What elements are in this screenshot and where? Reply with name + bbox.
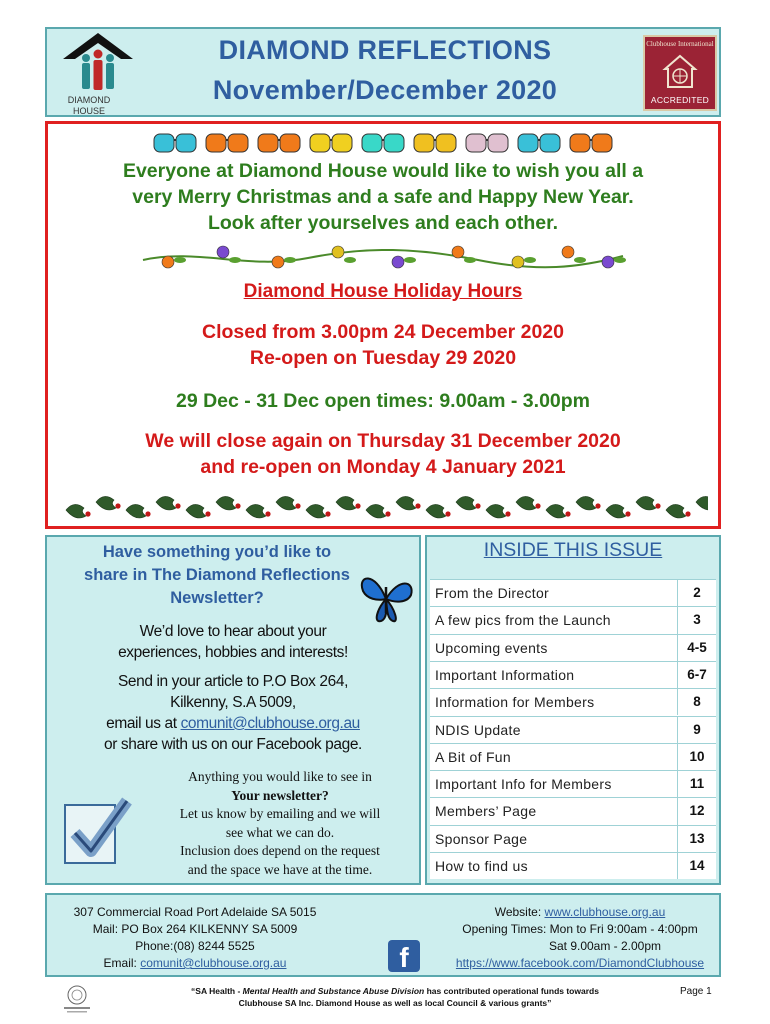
toc-row[interactable]	[430, 634, 716, 661]
holly-leaf	[396, 496, 416, 510]
toc-item-page: 4-5	[687, 639, 707, 655]
holly-berry	[85, 511, 90, 516]
toc-item-label: Important Information	[435, 666, 575, 683]
sponsor-text: has contributed operational funds towards	[424, 986, 599, 996]
holly-berry	[505, 511, 510, 516]
holly-berry	[145, 511, 150, 516]
sunglasses-lens	[488, 134, 508, 152]
vine-leaf	[524, 257, 536, 263]
reopen-january-notice: and re-open on Monday 4 January 2021	[200, 456, 566, 478]
holly-leaf	[336, 496, 356, 510]
toc-row[interactable]	[430, 770, 716, 797]
toc-row[interactable]	[430, 579, 716, 606]
footer-mail: Mail: PO Box 264 KILKENNY SA 5009	[92, 922, 298, 936]
vine-flower	[562, 246, 574, 258]
toc-item-page: 14	[689, 858, 705, 873]
holly-berry	[475, 503, 480, 508]
holly-leaf	[666, 504, 686, 518]
sunglasses-lens	[154, 134, 174, 152]
share-heading-line: Have something you’d like to	[102, 543, 332, 561]
toc-item-label: A few pics from the Launch	[435, 612, 611, 629]
toc-row[interactable]	[430, 606, 716, 633]
holly-leaf	[426, 504, 446, 518]
toc-item-page: 10	[689, 748, 705, 764]
note-line: and the space we have at the time.	[187, 861, 373, 877]
footer-facebook-url[interactable]: https://www.facebook.com/DiamondClubhouse	[455, 956, 705, 970]
holly-leaf	[456, 496, 476, 510]
footer-website-prefix: Website:	[494, 905, 545, 919]
footer-email-prefix: Email:	[103, 956, 141, 970]
sponsor-line	[160, 985, 630, 997]
vine-leaf	[404, 257, 416, 263]
sunglasses-lens	[280, 134, 300, 152]
sunglasses-lens	[176, 134, 196, 152]
toc-row[interactable]	[430, 852, 716, 879]
sponsor-division: Mental Health and Substance Abuse Division	[242, 986, 425, 996]
holly-leaf	[636, 496, 656, 510]
holiday-notice-box	[45, 121, 721, 529]
sunglasses-lens	[384, 134, 404, 152]
footer-email-line	[47, 955, 343, 972]
note-line: Let us know by emailing and we will	[179, 806, 381, 821]
share-contact	[47, 671, 419, 755]
toc-row[interactable]	[430, 688, 716, 715]
reopen-notice: Re-open on Tuesday 29 2020	[249, 347, 517, 369]
share-heading-line: Newsletter?	[170, 589, 264, 607]
share-heading-line: share in The Diamond Reflections	[84, 566, 350, 584]
badge-org-name: Clubhouse International	[646, 40, 714, 48]
table-of-contents	[430, 579, 716, 879]
footer-website-link[interactable]: www.clubhouse.org.au	[544, 905, 666, 919]
toc-item-page: 9	[693, 721, 701, 737]
toc-row[interactable]	[430, 743, 716, 770]
holly-leaf	[606, 504, 626, 518]
newsletter-request-note	[145, 768, 415, 879]
holly-berry	[355, 503, 360, 508]
vine-flower	[272, 256, 284, 268]
toc-item-page: 12	[689, 803, 705, 819]
sunglasses-lens	[592, 134, 612, 152]
newsletter-title: DIAMOND REFLECTIONS	[218, 35, 552, 65]
toc-item-label: Upcoming events	[435, 639, 548, 656]
page-number: Page 1	[680, 986, 712, 997]
holly-leaf	[66, 504, 86, 518]
holly-leaf	[126, 504, 146, 518]
inside-issue-heading: INSIDE THIS ISSUE	[483, 539, 663, 561]
vine-leaf	[229, 257, 241, 263]
vine-leaf	[344, 257, 356, 263]
checkmark-icon	[61, 795, 135, 869]
vine-flower	[217, 246, 229, 258]
vine-leaf	[614, 257, 626, 263]
toc-item-page: 8	[693, 694, 701, 710]
logo-text-line: HOUSE	[72, 106, 105, 116]
vine-flower	[512, 256, 524, 268]
toc-item-label: How to find us	[435, 858, 528, 874]
holly-leaf	[516, 496, 536, 510]
vine-leaf	[464, 257, 476, 263]
contact-footer	[45, 893, 721, 977]
holly-berry	[535, 503, 540, 508]
toc-item-page: 6-7	[687, 666, 707, 682]
sunglasses-lens	[258, 134, 278, 152]
share-invite	[47, 621, 419, 663]
sunglasses-lens	[570, 134, 590, 152]
share-contact-line: or share with us on our Facebook page.	[104, 736, 362, 753]
toc-item-label: Information for Members	[435, 694, 595, 711]
sunglasses-lens	[228, 134, 248, 152]
butterfly-icon	[355, 567, 417, 629]
holly-berry	[415, 503, 420, 508]
holly-leaf	[96, 496, 116, 510]
greeting-line: very Merry Christmas and a safe and Happy New Year.	[132, 186, 634, 208]
footer-website-line	[437, 904, 723, 921]
footer-facebook-link[interactable]	[437, 955, 723, 972]
sunglasses-lens	[362, 134, 382, 152]
holly-leaf	[186, 504, 206, 518]
sunglasses-lens	[310, 134, 330, 152]
house-globe-icon	[662, 53, 698, 91]
vine-flower	[452, 246, 464, 258]
vine-leaf	[574, 257, 586, 263]
holly-berry	[655, 503, 660, 508]
header-banner	[45, 27, 721, 117]
sunglasses-lens	[540, 134, 560, 152]
holly-berry	[115, 503, 120, 508]
toc-item-page: 3	[693, 612, 701, 628]
share-heading	[47, 541, 387, 610]
sunglasses-lens	[414, 134, 434, 152]
share-news-box	[45, 535, 421, 885]
footer-phone: Phone:(08) 8244 5525	[135, 939, 255, 953]
holly-berry	[445, 511, 450, 516]
toc-item-label: Members’ Page	[435, 803, 537, 820]
toc-item-label: Sponsor Page	[435, 830, 528, 847]
share-email-prefix: email us at	[106, 715, 181, 732]
newsletter-issue-date: November/December 2020	[212, 75, 558, 105]
footer-opening-times: Opening Times: Mon to Fri 9:00am - 4:00pm	[462, 922, 698, 936]
holly-berry	[205, 511, 210, 516]
toc-row[interactable]	[430, 825, 716, 852]
share-email-link[interactable]: comunit@clubhouse.org.au	[180, 715, 360, 732]
toc-item-page: 11	[689, 776, 705, 792]
vine-flower	[332, 246, 344, 258]
sunglasses-lens	[466, 134, 486, 152]
flower-vine-divider-icon	[138, 242, 628, 274]
holly-leaf	[576, 496, 596, 510]
holly-leaf	[306, 504, 326, 518]
note-line: see what we can do.	[225, 824, 335, 840]
government-seal-icon	[60, 983, 94, 1017]
closed-notice: Closed from 3.00pm 24 December 2020	[201, 321, 564, 343]
holly-berry	[565, 511, 570, 516]
holly-leaf	[246, 504, 266, 518]
holly-leaf	[156, 496, 176, 510]
holly-leaf	[276, 496, 296, 510]
accreditation-badge	[643, 35, 717, 111]
holiday-hours-heading: Diamond House Holiday Hours	[243, 281, 523, 302]
holly-berry	[625, 511, 630, 516]
greeting-line: Everyone at Diamond House would like to wish you all a	[122, 160, 644, 182]
holly-leaf	[546, 504, 566, 518]
sunglasses-lens	[518, 134, 538, 152]
toc-item-page: 13	[689, 830, 705, 846]
toc-row[interactable]	[430, 716, 716, 743]
holly-berry	[295, 503, 300, 508]
facebook-icon[interactable]: f	[388, 940, 420, 972]
note-line: Inclusion does depend on the request	[180, 843, 380, 858]
vine-flower	[602, 256, 614, 268]
sponsor-acknowledgement	[160, 985, 630, 1009]
note-line: Anything you would like to see in	[188, 769, 372, 784]
footer-address: 307 Commercial Road Port Adelaide SA 5015	[73, 905, 317, 919]
toc-item-label: NDIS Update	[435, 721, 521, 738]
sponsor-line: Clubhouse SA Inc. Diamond House as well as local Council & various grants”	[238, 998, 552, 1008]
toc-item-label: Important Info for Members	[435, 776, 612, 793]
holly-berry	[325, 511, 330, 516]
sponsor-text: “SA Health -	[191, 986, 243, 996]
share-email-line	[47, 713, 419, 734]
note-line: Your newsletter?	[231, 787, 329, 803]
share-contact-line: Kilkenny, S.A 5009,	[170, 694, 296, 711]
inside-this-issue-box	[425, 535, 721, 885]
sunglasses-lens	[206, 134, 226, 152]
holly-berry	[685, 511, 690, 516]
holly-leaf	[366, 504, 386, 518]
holly-garland-icon	[58, 490, 708, 524]
toc-item-page: 2	[693, 585, 701, 600]
open-times-notice: 29 Dec - 31 Dec open times: 9.00am - 3.00pm	[175, 390, 591, 412]
holly-berry	[175, 503, 180, 508]
toc-row[interactable]	[430, 661, 716, 688]
toc-row[interactable]	[430, 797, 716, 824]
holly-berry	[385, 511, 390, 516]
holly-berry	[235, 503, 240, 508]
holly-leaf	[486, 504, 506, 518]
toc-item-label: A Bit of Fun	[435, 748, 511, 765]
holly-leaf	[696, 496, 708, 510]
share-invite-line: We’d love to hear about your	[139, 623, 327, 640]
badge-accredited-label: ACCREDITED	[650, 95, 710, 105]
vine-flower	[392, 256, 404, 268]
toc-item-label: From the Director	[435, 585, 550, 601]
share-contact-line: Send in your article to P.O Box 264,	[117, 673, 348, 690]
vine-leaf	[174, 257, 186, 263]
vine-leaf	[284, 257, 296, 263]
holly-berry	[265, 511, 270, 516]
sunglasses-lens	[436, 134, 456, 152]
footer-saturday-times: Sat 9.00am - 2.00pm	[548, 939, 662, 953]
share-invite-line: experiences, hobbies and interests!	[118, 644, 348, 661]
holly-leaf	[216, 496, 236, 510]
close-again-notice: We will close again on Thursday 31 December 2020	[145, 430, 621, 452]
holly-berry	[595, 503, 600, 508]
vine-flower	[162, 256, 174, 268]
logo-text-line: DIAMOND	[67, 95, 111, 105]
footer-email-link[interactable]: comunit@clubhouse.org.au	[140, 956, 287, 970]
sunglasses-lens	[332, 134, 352, 152]
sunglasses-border-icon	[148, 128, 618, 158]
greeting-line: Look after yourselves and each other.	[207, 212, 559, 234]
